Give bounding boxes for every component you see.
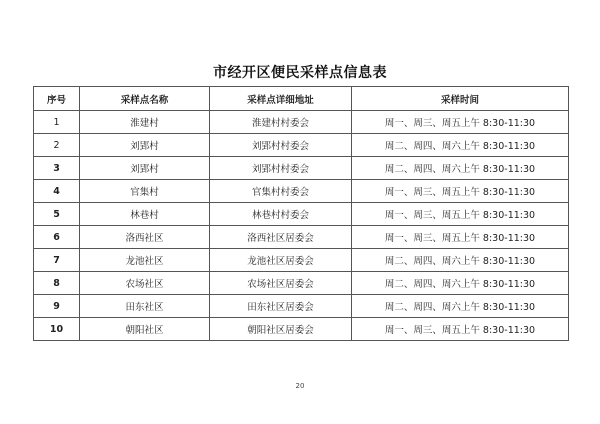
- cell-site-name: 刘郢村: [80, 157, 210, 180]
- table-row: [34, 203, 569, 226]
- cell-no: 1: [34, 111, 80, 134]
- cell-site-name: 刘郢村: [80, 134, 210, 157]
- cell-time: 周二、周四、周六上午 8:30-11:30: [352, 272, 569, 295]
- table-header-row: [34, 87, 569, 111]
- cell-no: 2: [34, 134, 80, 157]
- cell-no: 8: [34, 272, 80, 295]
- cell-time: 周一、周三、周五上午 8:30-11:30: [352, 226, 569, 249]
- cell-address: 官集村村委会: [210, 180, 352, 203]
- cell-site-name: 龙池社区: [80, 249, 210, 272]
- cell-site-name: 淮建村: [80, 111, 210, 134]
- table-row: [34, 272, 569, 295]
- cell-time: 周一、周三、周五上午 8:30-11:30: [352, 111, 569, 134]
- header-address: 采样点详细地址: [210, 87, 352, 111]
- page-number: 20: [295, 382, 305, 390]
- header-site-name: 采样点名称: [80, 87, 210, 111]
- cell-time: 周一、周三、周五上午 8:30-11:30: [352, 180, 569, 203]
- cell-site-name: 官集村: [80, 180, 210, 203]
- cell-site-name: 农场社区: [80, 272, 210, 295]
- cell-address: 刘郢村村委会: [210, 134, 352, 157]
- table-row: [34, 249, 569, 272]
- cell-no: 4: [34, 180, 80, 203]
- sampling-sites-table: [33, 86, 569, 341]
- cell-time: 周一、周三、周五上午 8:30-11:30: [352, 318, 569, 341]
- table-row: [34, 295, 569, 318]
- cell-no: 7: [34, 249, 80, 272]
- cell-time: 周二、周四、周六上午 8:30-11:30: [352, 249, 569, 272]
- cell-no: 5: [34, 203, 80, 226]
- table-row: [34, 157, 569, 180]
- table-row: [34, 111, 569, 134]
- cell-no: 6: [34, 226, 80, 249]
- cell-site-name: 林巷村: [80, 203, 210, 226]
- cell-site-name: 洛西社区: [80, 226, 210, 249]
- cell-address: 刘郢村村委会: [210, 157, 352, 180]
- cell-address: 淮建村村委会: [210, 111, 352, 134]
- cell-no: 9: [34, 295, 80, 318]
- header-time: 采样时间: [352, 87, 569, 111]
- cell-time: 周二、周四、周六上午 8:30-11:30: [352, 295, 569, 318]
- cell-address: 田东社区居委会: [210, 295, 352, 318]
- cell-no: 3: [34, 157, 80, 180]
- table-row: [34, 226, 569, 249]
- cell-time: 周二、周四、周六上午 8:30-11:30: [352, 157, 569, 180]
- cell-address: 农场社区居委会: [210, 272, 352, 295]
- cell-site-name: 朝阳社区: [80, 318, 210, 341]
- cell-no: 10: [34, 318, 80, 341]
- cell-address: 洛西社区居委会: [210, 226, 352, 249]
- table-row: [34, 318, 569, 341]
- table-row: [34, 134, 569, 157]
- cell-time: 周二、周四、周六上午 8:30-11:30: [352, 134, 569, 157]
- table-row: [34, 180, 569, 203]
- page-title: 市经开区便民采样点信息表: [213, 65, 387, 81]
- cell-address: 龙池社区居委会: [210, 249, 352, 272]
- cell-address: 朝阳社区居委会: [210, 318, 352, 341]
- cell-time: 周一、周三、周五上午 8:30-11:30: [352, 203, 569, 226]
- cell-address: 林巷村村委会: [210, 203, 352, 226]
- cell-site-name: 田东社区: [80, 295, 210, 318]
- header-no: 序号: [34, 87, 80, 111]
